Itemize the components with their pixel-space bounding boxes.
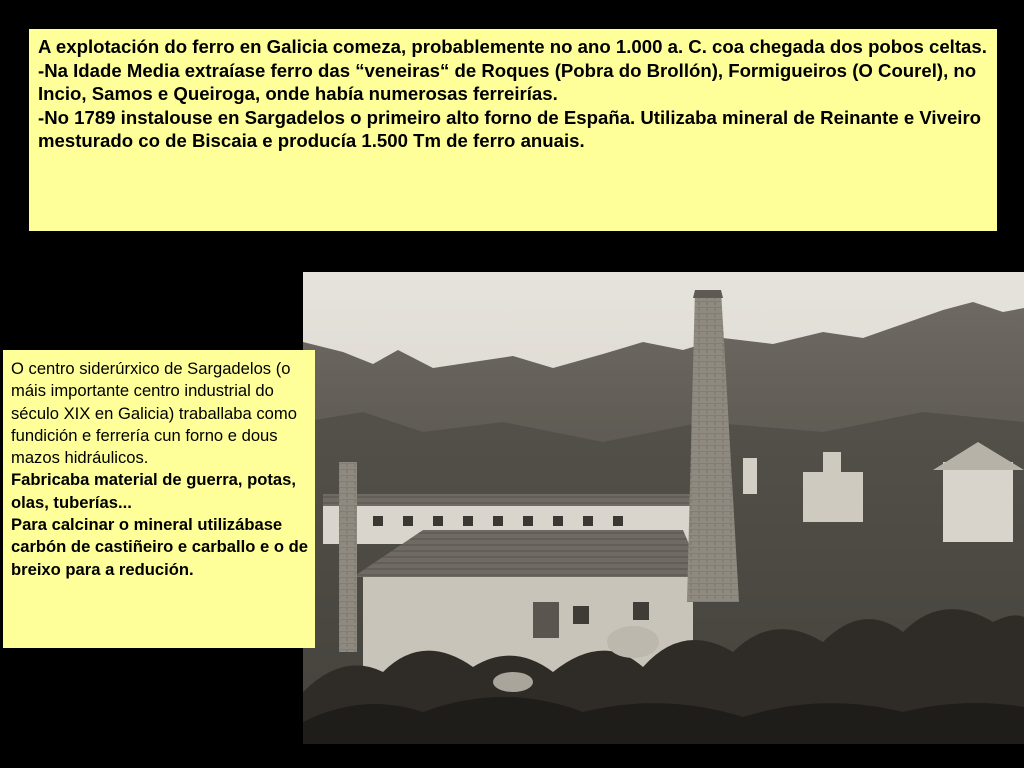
sargadelos-paragraph-products: Fabricaba material de guerra, potas, olas, tuberías... <box>11 470 296 512</box>
intro-paragraph-sargadelos: -No 1789 instalouse en Sargadelos o primeiro alto forno de España. Utilizaba mineral de Reinante e Viveiro mesturado co de Biscaia e producía 1.500 Tm de ferro anuais. <box>38 106 982 152</box>
sargadelos-text-box <box>3 350 315 648</box>
intro-text-box <box>29 29 997 231</box>
sargadelos-paragraph-fuel: Para calcinar o mineral utilizábase carbón de castiñeiro e carballo e o de breixo para a redución. <box>11 515 308 579</box>
intro-paragraph-celts: A explotación do ferro en Galicia comeza, probablemente no ano 1.000 a. C. coa chegada dos pobos celtas. <box>38 36 987 57</box>
intro-paragraph-middle-ages: -Na Idade Media extraíase ferro das “veneiras“ de Roques (Pobra do Brollón), Formigueiros (O Courel), no Incio, Samos e Queiroga, onde había numerosas ferreirías. <box>38 59 977 105</box>
sargadelos-paragraph-centre: O centro siderúrxico de Sargadelos (o máis importante centro industrial do século XIX en Galicia) traballaba como fundición e ferrería cun forno e dous mazos hidráulicos. <box>11 359 297 468</box>
sargadelos-ironworks-photo <box>303 272 1024 744</box>
